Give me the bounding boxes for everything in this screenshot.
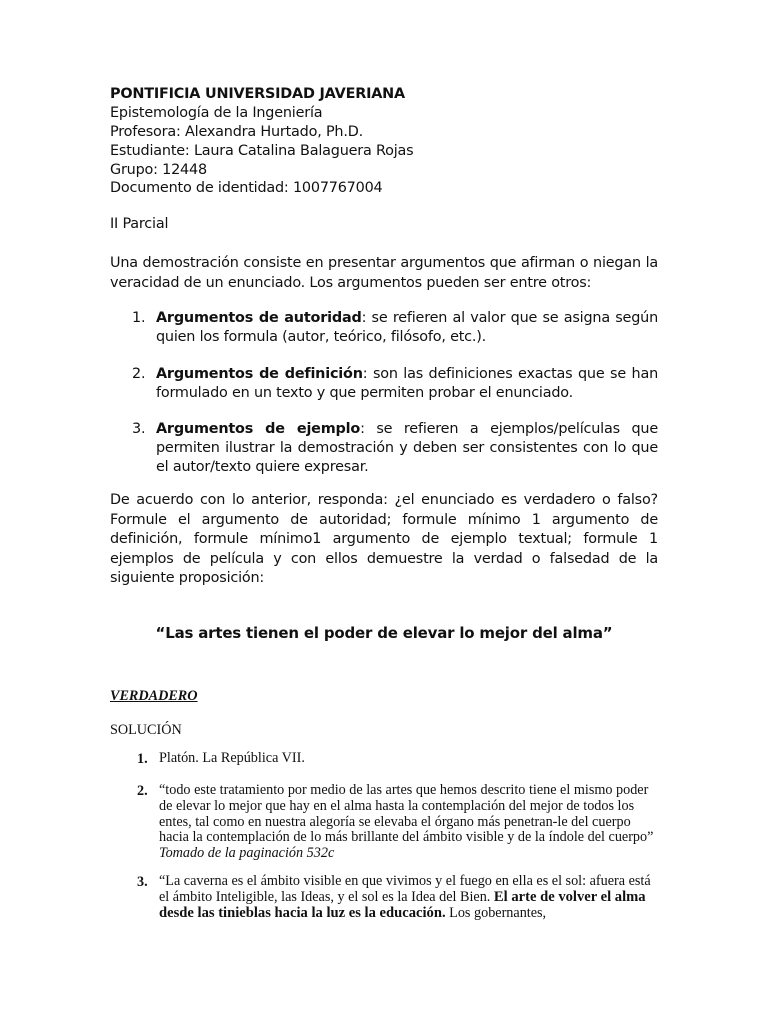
professor-name: Profesora: Alexandra Hurtado, Ph.D.	[110, 124, 363, 140]
list-number: 2.	[132, 366, 146, 382]
list-number: 1.	[137, 751, 148, 767]
list-number: 2.	[137, 783, 148, 799]
student-name: Estudiante: Laura Catalina Balaguera Rojas	[110, 143, 414, 159]
course-name: Epistemología de la Ingeniería	[110, 105, 323, 121]
id-document: Documento de identidad: 1007767004	[110, 180, 383, 196]
list-number: 1.	[132, 310, 146, 326]
intro-paragraph: Una demostración consiste en presentar argumentos que afirman o niegan la veracidad de un enunciado. Los argumentos pueden ser entre otros:	[110, 255, 658, 291]
argument-term: Argumentos de autoridad	[156, 310, 362, 326]
exam-title: II Parcial	[110, 216, 169, 232]
proposition-quote: “Las artes tienen el poder de elevar lo mejor del alma”	[155, 624, 613, 642]
solution-heading: SOLUCIÓN	[110, 722, 182, 738]
verdict-heading: VERDADERO	[110, 688, 198, 704]
solution-text: Platón. La República VII.	[159, 750, 305, 766]
argument-description: : se refieren a ejemplos/películas que permiten ilustrar la demostración y deben ser consistentes con lo que el autor/texto quiere expresar.	[156, 421, 658, 475]
argument-description: : son las definiciones exactas que se han formulado en un texto y que permiten probar el enunciado.	[156, 366, 658, 401]
instructions-paragraph: De acuerdo con lo anterior, responda: ¿el enunciado es verdadero o falso? Formule el argumento de autoridad; formule mínimo 1 argumento de definición, formule mínimo1 argumento de ejemplo textual; formule 1 ejemplos de película y con ellos demuestre la verdad o falsedad de la siguiente proposición:	[110, 492, 658, 586]
argument-term: Argumentos de definición	[156, 366, 363, 382]
list-number: 3.	[137, 874, 148, 890]
argument-term: Argumentos de ejemplo	[156, 421, 361, 437]
list-number: 3.	[132, 421, 146, 437]
solution-text: “todo este tratamiento por medio de las artes que hemos descrito tiene el mismo poder de elevar lo mejor que hay en el alma hasta la contemplación del mejor de todos los entes, tal como en nuestra alegoría se elevaba el órgano más penetran-le del cuerpo hacia la contemplación de lo más brillante del ámbito visible y de la índole del cuerpo”	[159, 782, 654, 846]
university-name: PONTIFICIA UNIVERSIDAD JAVERIANA	[110, 86, 405, 102]
emphasized-text: El arte de volver el alma desde las tinieblas hacia la luz es la educación.	[159, 888, 646, 921]
solution-text: “La caverna es el ámbito visible en que vivimos y el fuego en ella es el sol: afuera está el ámbito Inteligible, las Ideas, y el sol es la Idea del Bien.	[159, 873, 651, 905]
argument-description: : se refieren al valor que se asigna según quien los formula (autor, teórico, filósofo, etc.).	[156, 310, 658, 345]
continuation-text: Los gobernantes,	[449, 904, 547, 921]
group-number: Grupo: 12448	[110, 162, 207, 178]
citation: Tomado de la paginación 532c	[159, 845, 335, 862]
